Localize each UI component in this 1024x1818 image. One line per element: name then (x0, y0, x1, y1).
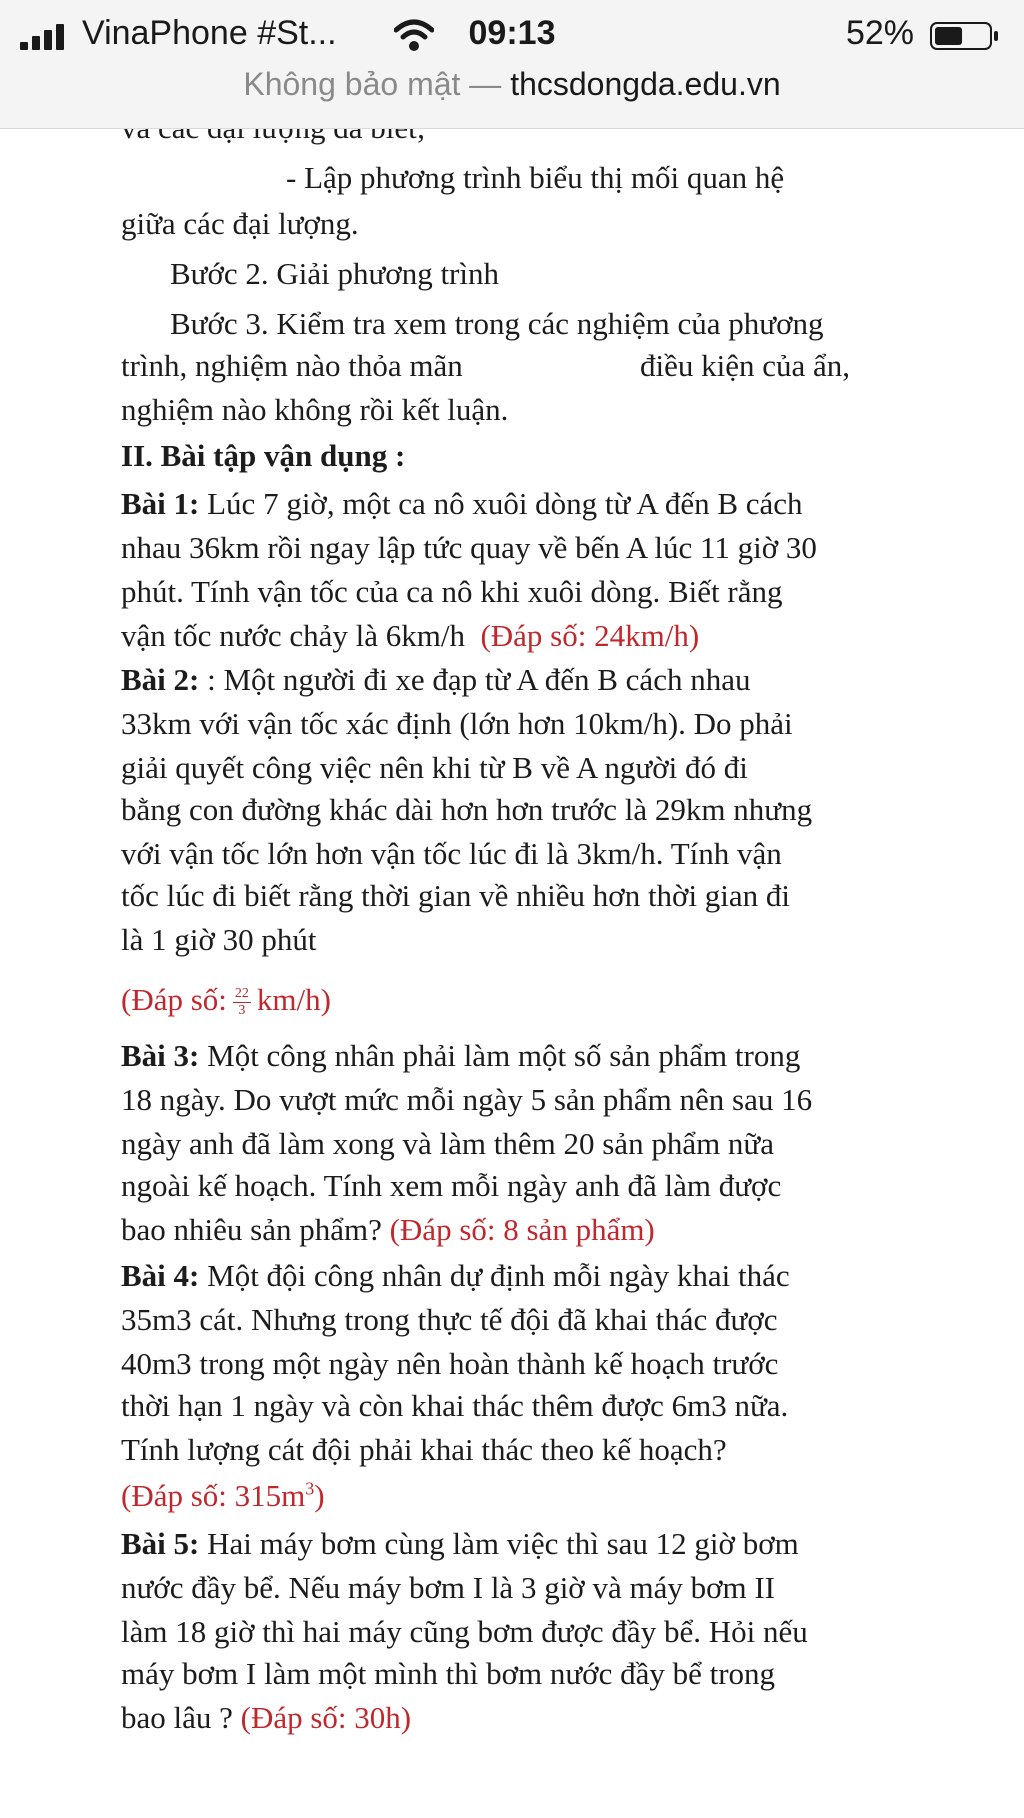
exercise-2-line7: là 1 giờ 30 phút (121, 922, 317, 957)
exercise-5-answer: (Đáp số: 30h) (240, 1700, 412, 1735)
exercise-2-line3: giải quyết công việc nên khi từ B về A người đó đi (121, 750, 748, 785)
exercise-1-answer: (Đáp số: 24km/h) (480, 618, 700, 653)
exercise-5-line1: Bài 5: Hai máy bơm cùng làm việc thì sau 12 giờ bơm (121, 1526, 799, 1561)
exercise-3-label: Bài 3: (121, 1038, 200, 1073)
carrier-name: VinaPhone #St... (82, 14, 337, 52)
status-bar (0, 8, 1024, 60)
address-bar[interactable] (0, 66, 1024, 103)
exercise-3-line1: Bài 3: Một công nhân phải làm một số sản phẩm trong (121, 1038, 801, 1073)
exercise-2-answer: (Đáp số: $\frac{22}{3}$ km/h) (121, 982, 331, 1019)
intro-step3-line1: Bước 3. Kiểm tra xem trong các nghiệm của phương (170, 306, 824, 341)
exercise-5-line2: nước đầy bể. Nếu máy bơm I là 3 giờ và máy bơm II (121, 1570, 775, 1605)
intro-step1b-line1: - Lập phương trình biểu thị mối quan hệ (286, 160, 785, 195)
exercise-5-label: Bài 5: (121, 1526, 200, 1561)
browser-top-bar (0, 0, 1024, 129)
exercise-2-line1: Bài 2: : Một người đi xe đạp từ A đến B cách nhau (121, 662, 751, 697)
exercise-5-line5: bao lâu ? (Đáp số: 30h) (121, 1700, 412, 1735)
intro-step1b-line2: giữa các đại lượng. (121, 206, 359, 241)
section-title: II. Bài tập vận dụng : (121, 438, 406, 473)
exercise-3-line4: ngoài kế hoạch. Tính xem mỗi ngày anh đã làm được (121, 1168, 782, 1203)
exercise-2-line2: 33km với vận tốc xác định (lớn hơn 10km/h). Do phải (121, 706, 793, 741)
exercise-1-line4: vận tốc nước chảy là 6km/h (Đáp số: 24km/h) (121, 618, 700, 653)
intro-step3-line2b: điều kiện của ẩn, (640, 348, 851, 383)
exercise-3-line3: ngày anh đã làm xong và làm thêm 20 sản phẩm nữa (121, 1126, 774, 1161)
exercise-2-line4: bằng con đường khác dài hơn hơn trước là 29km nhưng (121, 792, 813, 827)
battery-level-fill (935, 27, 962, 45)
intro-step3-line2a: trình, nghiệm nào thỏa mãn (121, 348, 463, 383)
exercise-5-line4: máy bơm I làm một mình thì bơm nước đầy bể trong (121, 1656, 776, 1691)
exercise-4-line5: Tính lượng cát đội phải khai thác theo kế hoạch? (121, 1432, 727, 1467)
exercise-1-label: Bài 1: (121, 486, 200, 521)
battery-icon (930, 22, 1000, 50)
battery-percent: 52% (845, 14, 914, 52)
exercise-5-line3: làm 18 giờ thì hai máy cũng bơm được đầy bể. Hỏi nếu (121, 1614, 808, 1649)
exercise-4-answer: (Đáp số: $315m^3$) (121, 1478, 325, 1513)
intro-step3-line3: nghiệm nào không rồi kết luận. (121, 392, 509, 427)
exercise-3-line5: bao nhiêu sản phẩm? (Đáp số: 8 sản phẩm) (121, 1212, 655, 1247)
exercise-1-line2: nhau 36km rồi ngay lập tức quay về bến A lúc 11 giờ 30 (121, 530, 817, 565)
security-label: Không bảo mật — (243, 66, 502, 102)
exercise-4-label: Bài 4: (121, 1258, 200, 1293)
clock: 09:13 (468, 14, 556, 52)
exercise-4-line1: Bài 4: Một đội công nhân dự định mỗi ngày khai thác (121, 1258, 790, 1293)
exercise-2-line5: với vận tốc lớn hơn vận tốc lúc đi là 3km/h. Tính vận (121, 836, 782, 871)
exercise-3-line2: 18 ngày. Do vượt mức mỗi ngày 5 sản phẩm nên sau 16 (121, 1082, 813, 1117)
exercise-3-answer: (Đáp số: 8 sản phẩm) (389, 1212, 655, 1247)
answer-fraction: $\frac{22}{3}$ (234, 986, 249, 1019)
exercise-2-line6: tốc lúc đi biết rằng thời gian về nhiều hơn thời gian đi (121, 878, 791, 913)
exercise-1-line1: Bài 1: Lúc 7 giờ, một ca nô xuôi dòng từ A đến B cách (121, 486, 803, 521)
url-domain: thcsdongda.edu.vn (510, 66, 781, 102)
exercise-4-line3: 40m3 trong một ngày nên hoàn thành kế hoạch trước (121, 1346, 779, 1381)
exercise-1-line3: phút. Tính vận tốc của ca nô khi xuôi dòng. Biết rằng (121, 574, 783, 609)
exercise-4-line4: thời hạn 1 ngày và còn khai thác thêm được 6m3 nữa. (121, 1388, 789, 1423)
exercise-2-label: Bài 2: (121, 662, 200, 697)
intro-step2: Bước 2. Giải phương trình (170, 256, 499, 291)
exercise-4-line2: 35m3 cát. Nhưng trong thực tế đội đã khai thác được (121, 1302, 778, 1337)
